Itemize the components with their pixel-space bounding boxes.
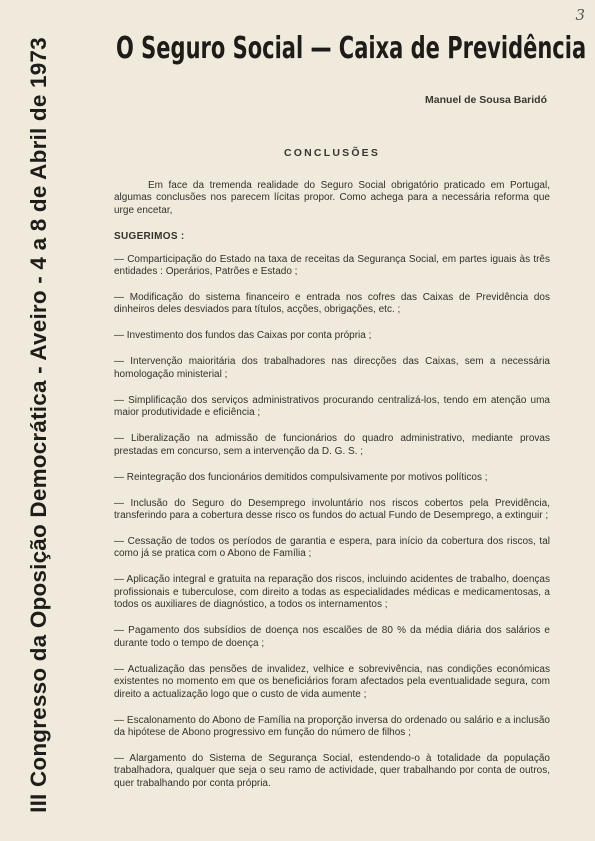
proposal-item: — Actualização das pensões de invalidez, velhice e sobrevivência, nas condições económicas existentes no momento em que os beneficiários foram afectados pela eventualidade segura, com direito a actualização logo que o custo de vida aumente ; (114, 663, 550, 700)
author-name: Manuel de Sousa Baridó (425, 94, 547, 106)
proposal-item: — Alargamento do Sistema de Segurança Social, estendendo-o à totalidade da população trabalhadora, qualquer que seja o seu ramo de actividade, quer trabalhando por conta de outros, quer trabalhando por conta própria. (114, 752, 550, 789)
proposal-item: — Modificação do sistema financeiro e entrada nos cofres das Caixas de Previdência dos dinheiros deles desviados para títulos, acções, obrigações, etc. ; (114, 292, 550, 316)
proposal-item: — Liberalização na admissão de funcionários do quadro administrativo, mediante provas prestadas em concurso, sem a intervenção da D. G. S. ; (114, 433, 550, 457)
document-title: O Seguro Social — Caixa de Previdência (116, 31, 587, 66)
proposal-item: — Cessação de todos os períodos de garantia e espera, para início da cobertura dos riscos, tal como já se pratica com o Abono de Família ; (114, 536, 550, 560)
conclusions-heading: CONCLUSÕES (284, 147, 381, 159)
congress-side-banner: III Congresso da Oposição Democrática - Aveiro - 4 a 8 de Abril de 1973 (26, 37, 51, 813)
proposal-item: — Simplificação dos serviços administrativos procurando centralizá-los, tendo em atenção uma maior produtividade e eficiência ; (114, 394, 550, 419)
proposal-item: — Reintegração dos funcionários demitidos compulsivamente por motivos políticos ; (114, 471, 488, 483)
page-number: 3 (575, 6, 585, 24)
proposals-list (114, 254, 550, 791)
document-body (114, 180, 550, 804)
proposal-item: — Comparticipação do Estado na taxa de receitas da Segurança Social, em partes iguais às três entidades : Operários, Patrões e Estado ; (114, 253, 550, 278)
proposal-item: — Aplicação integral e gratuita na reparação dos riscos, incluindo acidentes de trabalho, doenças profissionais e tuberculose, com direito a todas as especialidades médicas e medicamentosas, a todos os auxiliares de diagnóstico, a todos os internamentos ; (114, 574, 550, 611)
proposal-item: — Intervenção maioritária dos trabalhadores nas direcções das Caixas, sem a necessária homologação ministerial ; (114, 356, 550, 380)
proposal-item: — Inclusão do Seguro do Desemprego involuntário nos riscos cobertos pela Previdência, transferindo para a cobertura desse risco os fundos do actual Fundo de Desemprego, a extinguir ; (114, 497, 550, 522)
suggestions-heading: SUGERIMOS : (114, 231, 185, 243)
intro-paragraph: Em face da tremenda realidade do Seguro Social obrigatório praticado em Portugal, algumas conclusões nos parecem lícitas propor. Como achega para a necessária reforma que urge encetar, (114, 180, 550, 216)
proposal-item: — Escalonamento do Abono de Família na proporção inversa do ordenado ou salário e a inclusão da hipótese de Abono progressivo em função do número de filhos ; (114, 714, 550, 738)
proposal-item: — Pagamento dos subsídios de doença nos escalões de 80 % da média diária dos salários e durante todo o tempo de doença ; (114, 625, 550, 649)
proposal-item: — Investimento dos fundos das Caixas por conta própria ; (114, 330, 372, 342)
